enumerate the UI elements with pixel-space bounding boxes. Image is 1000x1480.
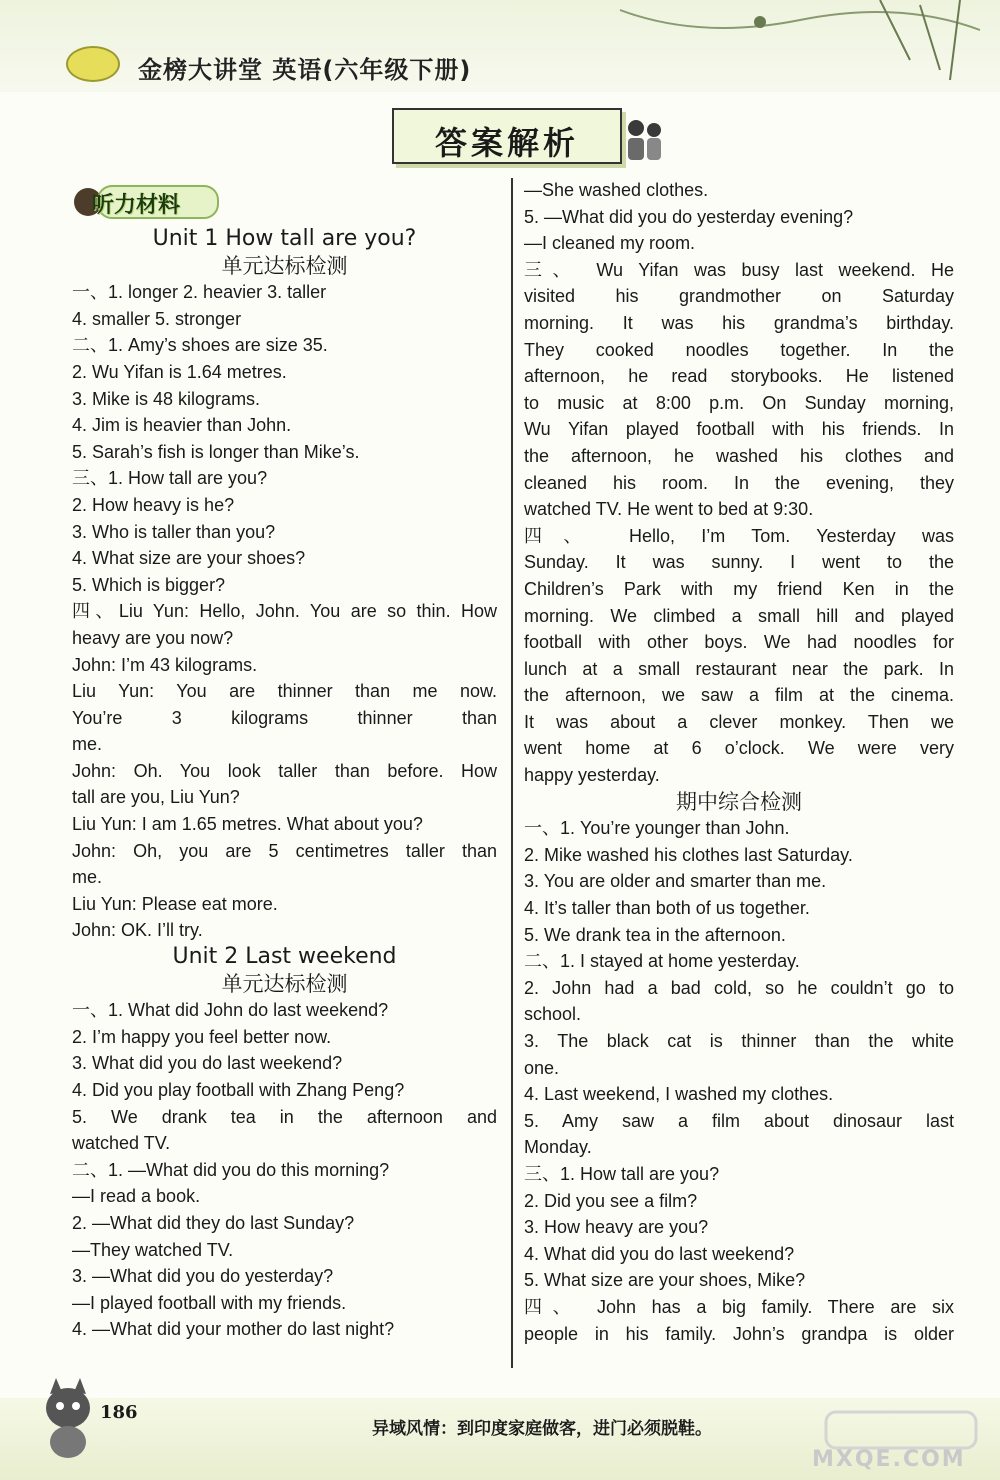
text-line: 二、1. I stayed at home yesterday. (524, 951, 800, 972)
text-line: 3. The black cat is thinner than the white (524, 1031, 954, 1051)
text-line: 2. Mike washed his clothes last Saturday. (524, 844, 853, 865)
text-line: 三、1. How tall are you? (524, 1163, 720, 1184)
text-line: 一、1. What did John do last weekend? (72, 1000, 389, 1021)
text-line: —I played football with my friends. (72, 1292, 347, 1313)
text-line: 4. Last weekend, I washed my clothes. (524, 1084, 834, 1105)
answer-title: 答案解析 (434, 124, 579, 162)
text-line: 4. Did you play football with Zhang Peng? (72, 1080, 405, 1100)
text-line: Wu Yifan played football with his friends. In (524, 419, 954, 440)
text-line: 4. It’s taller than both of us together. (524, 898, 810, 919)
column-divider (511, 178, 513, 1368)
text-line: 2. —What did they do last Sunday? (72, 1212, 355, 1233)
section-subheading: 单元达标检测 (221, 971, 348, 996)
text-line: one. (524, 1057, 560, 1078)
text-line: 5. Amy saw a film about dinosaur last (524, 1110, 954, 1131)
text-line: 5. What size are your shoes, Mike? (524, 1270, 806, 1291)
section-subheading: 单元达标检测 (221, 253, 348, 278)
text-line: cleaned his room. In the evening, they (524, 472, 954, 493)
text-line: 2. I’m happy you feel better now. (72, 1026, 332, 1047)
text-line: Liu Yun: I am 1.65 metres. What about you? (72, 814, 423, 835)
text-line: 3. You are older and smarter than me. (524, 871, 827, 892)
text-line: —I cleaned my room. (524, 233, 696, 254)
text-line: tall are you, Liu Yun? (72, 787, 240, 808)
section-label: 听力材料 (92, 193, 181, 218)
left-column (72, 226, 497, 1343)
text-line: Monday. (524, 1137, 592, 1158)
text-line: school. (524, 1004, 582, 1025)
text-line: 一、1. You’re younger than John. (524, 818, 790, 839)
text-line: 四、 Hello, I’m Tom. Yesterday was (524, 525, 954, 546)
children-illustration-icon (622, 114, 666, 166)
cat-mascot-icon (28, 1372, 108, 1462)
text-line: 2. Wu Yifan is 1.64 metres. (72, 361, 287, 382)
text-line: —I read a book. (72, 1186, 201, 1207)
text-line: —She washed clothes. (524, 180, 709, 200)
text-line: 3. Who is taller than you? (72, 521, 276, 542)
book-title: 金榜大讲堂 英语(六年级下册) (138, 56, 472, 84)
text-line: John: Oh. You look taller than before. How (72, 760, 497, 781)
text-line: 3. —What did you do yesterday? (72, 1266, 334, 1287)
section-subheading: 期中综合检测 (676, 789, 802, 814)
text-line: 2. How heavy is he? (72, 494, 235, 515)
unit-heading: Unit 1 How tall are you? (152, 226, 417, 251)
text-line: 二、1. Amy’s shoes are size 35. (72, 335, 328, 356)
text-line: 四、 John has a big family. There are six (524, 1296, 954, 1317)
text-line: Children’s Park with my friend Ken in the (524, 578, 954, 599)
text-line: 4. What size are your shoes? (72, 548, 306, 569)
text-line: They cooked noodles together. In the (524, 339, 954, 360)
text-line: Liu Yun: You are thinner than me now. (72, 681, 497, 702)
text-line: watched TV. (72, 1133, 171, 1154)
text-line: morning. It was his grandma’s birthday. (524, 312, 954, 333)
text-line: the afternoon, he washed his clothes and (524, 445, 954, 466)
text-line: 5. Which is bigger? (72, 574, 226, 595)
text-line: 4. smaller 5. stronger (72, 308, 242, 329)
answer-title-box (392, 108, 622, 164)
text-line: 5. We drank tea in the afternoon. (524, 924, 786, 945)
text-line: morning. We climbed a small hill and played (524, 605, 954, 626)
text-line: —They watched TV. (72, 1239, 234, 1260)
header-decoration (580, 0, 1000, 90)
text-line: 5. —What did you do yesterday evening? (524, 206, 854, 227)
text-line: 三、1. How tall are you? (72, 468, 268, 489)
text-line: went home at 6 o’clock. We were very (524, 738, 954, 759)
text-line: happy yesterday. (524, 765, 660, 786)
text-line: 二、1. —What did you do this morning? (72, 1159, 390, 1180)
text-line: 4. Jim is heavier than John. (72, 415, 292, 436)
text-line: John: Oh, you are 5 centimetres taller than (72, 840, 497, 861)
text-line: 2. John had a bad cold, so he couldn’t go to (524, 977, 954, 998)
text-line: John: OK. I’ll try. (72, 920, 203, 941)
unit-heading: Unit 2 Last weekend (172, 944, 397, 970)
text-line: 三、 Wu Yifan was busy last weekend. He (524, 259, 954, 280)
text-line: lunch at a small restaurant near the park. In (524, 658, 954, 679)
text-line: to music at 8:00 p.m. On Sunday morning, (524, 392, 954, 413)
text-line: 3. What did you do last weekend? (72, 1053, 343, 1074)
text-line: me. (72, 867, 103, 888)
text-line: Sunday. It was sunny. I went to the (524, 552, 954, 573)
text-line: 3. How heavy are you? (524, 1217, 709, 1238)
text-line: 3. Mike is 48 kilograms. (72, 388, 261, 409)
text-line: 4. What did you do last weekend? (524, 1243, 795, 1264)
text-line: Liu Yun: Please eat more. (72, 893, 278, 914)
text-line: 5. We drank tea in the afternoon and (72, 1106, 497, 1127)
right-column (524, 177, 954, 1347)
page-number: 186 (100, 1402, 138, 1423)
text-line: 四、Liu Yun: Hello, John. You are so thin. How (72, 601, 497, 622)
text-line: It was about a clever monkey. Then we (524, 711, 954, 732)
text-line: You’re 3 kilograms thinner than (72, 707, 497, 728)
watermark-text: MXQE.COM (812, 1447, 966, 1472)
text-line: afternoon, he read storybooks. He listened (524, 366, 954, 387)
text-line: heavy are you now? (72, 627, 234, 648)
footer-note: 异域风情：到印度家庭做客，进门必须脱鞋。 (372, 1419, 712, 1439)
text-line: football with other boys. We had noodles for (524, 632, 954, 653)
text-line: 5. Sarah’s fish is longer than Mike’s. (72, 441, 360, 462)
text-line: the afternoon, we saw a film at the cinema. (524, 685, 954, 706)
text-line: people in his family. John’s grandpa is older (524, 1323, 954, 1344)
text-line: me. (72, 734, 103, 755)
text-line: visited his grandmother on Saturday (524, 286, 954, 307)
text-line: 4. —What did your mother do last night? (72, 1319, 395, 1340)
text-line: 2. Did you see a film? (524, 1190, 698, 1211)
text-line: John: I’m 43 kilograms. (72, 654, 258, 675)
text-line: watched TV. He went to bed at 9:30. (524, 499, 814, 520)
text-line: 一、1. longer 2. heavier 3. taller (72, 282, 327, 303)
book-logo-icon (66, 46, 120, 82)
